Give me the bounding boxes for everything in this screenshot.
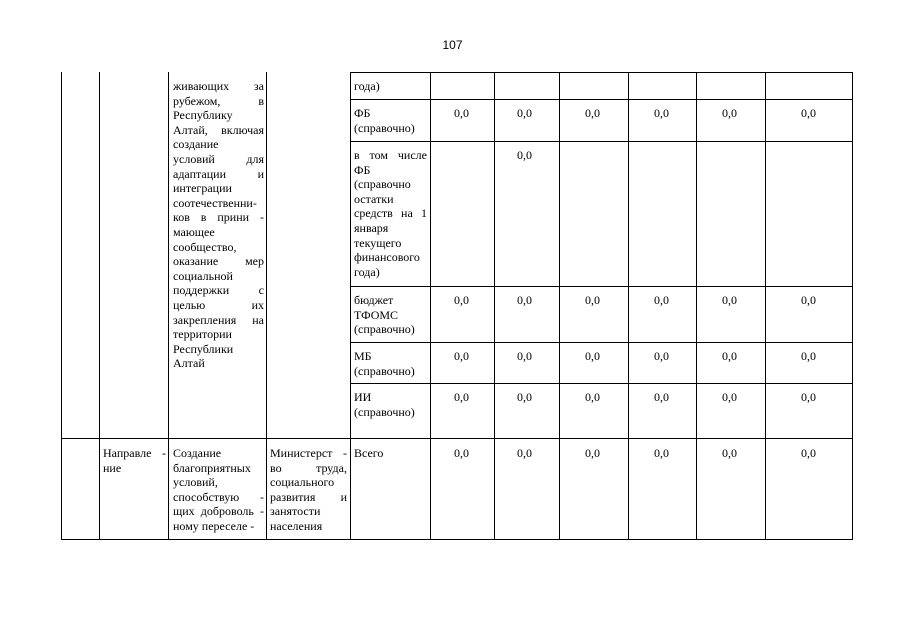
funding-source-label-line: ФБ <box>354 106 371 120</box>
funding-source-label-line: ФБ <box>354 162 371 177</box>
funding-source-label-line: (справочно) <box>354 322 415 337</box>
measure-description-line: целью их <box>173 297 264 312</box>
funding-value: 0,0 <box>585 349 600 363</box>
total-value: 0,0 <box>585 446 600 460</box>
funding-source-label <box>354 390 427 419</box>
table-border-vertical <box>628 72 629 539</box>
funding-value: 0,0 <box>801 349 816 363</box>
total-value: 0,0 <box>654 446 669 460</box>
funding-source-label-line: ТФОМС <box>354 307 399 322</box>
measure-description-line: адаптации и <box>173 166 264 181</box>
funding-value: 0,0 <box>517 293 532 307</box>
measure-description-line: условий для <box>173 151 264 166</box>
executor-ministry <box>270 446 347 534</box>
measure-description-line: Алтай <box>173 356 205 371</box>
measure-description-line: закрепления на <box>173 312 264 327</box>
measure-description-line: ков в прини - <box>173 210 264 225</box>
funding-value: 0,0 <box>517 148 532 162</box>
funding-value: 0,0 <box>654 390 669 404</box>
funding-source-label-line: года) <box>354 79 380 93</box>
funding-source-label-line: текущего <box>354 235 402 250</box>
funding-value: 0,0 <box>722 349 737 363</box>
funding-value: 0,0 <box>722 106 737 120</box>
funding-source-label-line: (справочно <box>354 177 411 192</box>
total-value: 0,0 <box>517 446 532 460</box>
funding-value: 0,0 <box>722 390 737 404</box>
table-border-vertical <box>99 72 100 539</box>
table-border-vertical <box>168 72 169 539</box>
funding-source-label-line: года) <box>354 264 380 279</box>
funding-value: 0,0 <box>585 106 600 120</box>
table-border-vertical <box>266 72 267 539</box>
measure-description-line: поддержки с <box>173 283 264 298</box>
measure-description-line: социальной <box>173 268 233 283</box>
funding-source-label <box>354 349 427 378</box>
measure-description-line: живающих за <box>173 79 264 93</box>
direction-description-line: способствую - <box>173 489 264 504</box>
direction-description-line: условий, <box>173 475 218 490</box>
table-border-horizontal <box>350 383 853 384</box>
table-border-horizontal <box>350 286 853 287</box>
funding-source-label <box>354 106 427 135</box>
measure-description-line: соотечественни- <box>173 195 257 210</box>
measure-description-line: Алтай, включая <box>173 122 264 137</box>
funding-value: 0,0 <box>654 349 669 363</box>
direction-description <box>173 446 264 534</box>
funding-value: 0,0 <box>517 106 532 120</box>
measure-description-line: сообщество, <box>173 239 237 254</box>
table-border-vertical <box>765 72 766 539</box>
funding-source-total: Всего <box>354 446 384 460</box>
table-border-horizontal <box>350 72 853 73</box>
funding-source-label-line: бюджет <box>354 293 394 307</box>
table-border-vertical <box>559 72 560 539</box>
table-border-horizontal <box>350 342 853 343</box>
table-border-horizontal <box>350 99 853 100</box>
total-value: 0,0 <box>801 446 816 460</box>
funding-value: 0,0 <box>801 106 816 120</box>
measure-description-line: территории <box>173 327 232 342</box>
funding-value: 0,0 <box>454 106 469 120</box>
funding-value: 0,0 <box>654 106 669 120</box>
executor-ministry-line: развития и <box>270 489 347 504</box>
funding-value: 0,0 <box>722 293 737 307</box>
funding-source-label-line: ИИ <box>354 390 372 404</box>
measure-description-line: рубежом, в <box>173 93 264 108</box>
funding-value: 0,0 <box>801 390 816 404</box>
funding-source-label-line: МБ <box>354 349 372 363</box>
funding-value: 0,0 <box>585 293 600 307</box>
funding-value: 0,0 <box>654 293 669 307</box>
funding-value: 0,0 <box>517 349 532 363</box>
funding-value: 0,0 <box>454 390 469 404</box>
table-border-horizontal <box>61 539 853 540</box>
table-border-vertical <box>350 72 351 539</box>
funding-source-label-line: остатки <box>354 191 394 206</box>
executor-ministry-line: Министерст - <box>270 446 347 460</box>
funding-value: 0,0 <box>801 293 816 307</box>
direction-type-line: ние <box>103 460 122 475</box>
funding-value: 0,0 <box>585 390 600 404</box>
measure-description-line: интеграции <box>173 181 232 196</box>
funding-value: 0,0 <box>454 349 469 363</box>
measure-description-line: Республики <box>173 341 234 356</box>
funding-value: 0,0 <box>454 293 469 307</box>
direction-description-line: ному переселе - <box>173 518 255 533</box>
total-value: 0,0 <box>454 446 469 460</box>
executor-ministry-line: занятости <box>270 504 321 519</box>
funding-value: 0,0 <box>517 390 532 404</box>
direction-description-line: щих доброволь - <box>173 504 264 519</box>
funding-source-label-line: средств на 1 <box>354 206 427 221</box>
funding-source-label-line: финансового <box>354 250 420 265</box>
funding-source-label <box>354 148 427 279</box>
direction-type-line: Направле - <box>103 446 166 460</box>
table-border-vertical <box>430 72 431 539</box>
table-border-vertical <box>852 72 853 539</box>
table-border-vertical <box>494 72 495 539</box>
executor-ministry-line: населения <box>270 518 323 533</box>
table-border-horizontal <box>350 141 853 142</box>
funding-source-label-line: (справочно) <box>354 363 415 378</box>
measure-description-line: мающее <box>173 224 215 239</box>
table-border-vertical <box>61 72 62 539</box>
funding-source-label-line: (справочно) <box>354 120 415 135</box>
executor-ministry-line: во труда, <box>270 460 347 475</box>
funding-source-label <box>354 79 427 94</box>
measure-description <box>173 79 264 371</box>
direction-description-line: Создание <box>173 446 222 460</box>
direction-description-line: благоприятных <box>173 460 251 475</box>
funding-source-label-line: (справочно) <box>354 404 415 419</box>
funding-source-label-line: в том числе <box>354 148 427 162</box>
page-number: 107 <box>442 38 463 52</box>
executor-ministry-line: социального <box>270 475 335 490</box>
measure-description-line: создание <box>173 137 219 152</box>
table-border-horizontal <box>61 438 853 439</box>
funding-source-label <box>354 293 427 337</box>
total-value: 0,0 <box>722 446 737 460</box>
measure-description-line: Республику <box>173 108 233 123</box>
table-border-vertical <box>696 72 697 539</box>
funding-source-label-line: января <box>354 220 389 235</box>
direction-type <box>103 446 166 475</box>
measure-description-line: оказание мер <box>173 254 264 269</box>
